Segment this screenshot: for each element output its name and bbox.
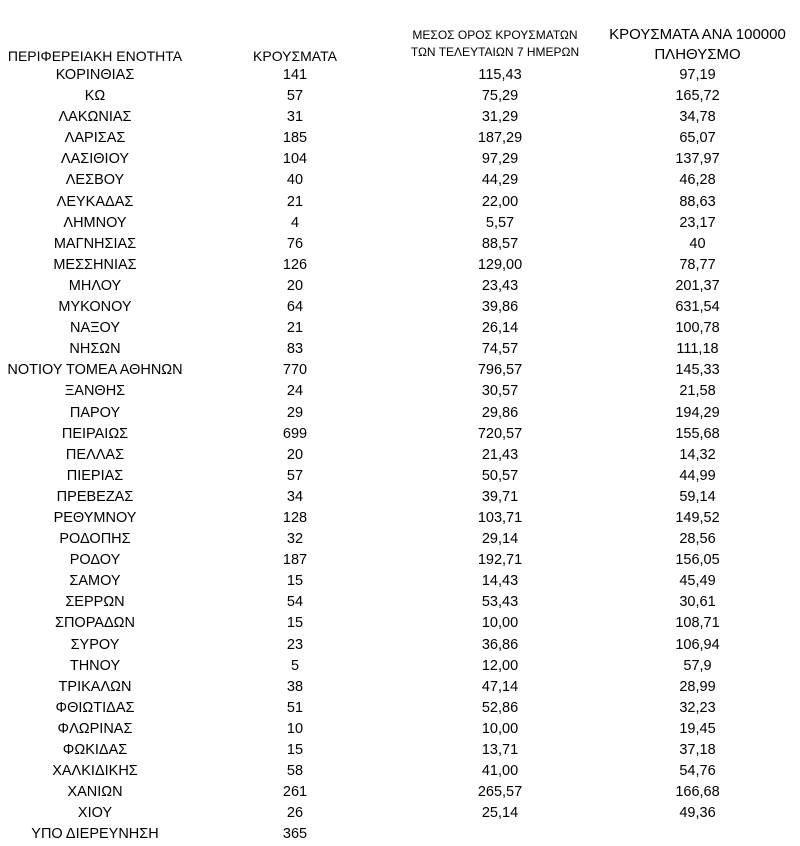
cell-avg7: 23,43 <box>481 277 519 294</box>
cell-cases: 51 <box>286 699 304 716</box>
table-row <box>0 297 800 318</box>
cell-region: ΝΟΤΙΟΥ ΤΟΜΕΑ ΑΘΗΝΩΝ <box>7 362 183 379</box>
cell-region: ΧΙΟΥ <box>77 805 113 822</box>
cell-avg7: 44,29 <box>481 172 519 189</box>
header-per100k-line2: ΠΛΗΘΥΣΜΟ <box>654 46 741 63</box>
cell-per100k: 106,94 <box>675 636 720 653</box>
cell-region: ΠΡΕΒΕΖΑΣ <box>56 488 134 505</box>
cell-avg7: 21,43 <box>481 446 519 463</box>
table-row <box>0 403 800 424</box>
cell-region: ΛΕΥΚΑΔΑΣ <box>56 193 134 210</box>
cell-cases: 64 <box>286 299 304 316</box>
cell-region: ΜΗΛΟΥ <box>68 277 122 294</box>
cell-cases: 57 <box>286 88 304 105</box>
cell-per100k: 30,61 <box>679 594 716 611</box>
table-row <box>0 255 800 276</box>
cell-avg7: 720,57 <box>477 425 523 442</box>
cell-region: ΚΩ <box>84 88 106 105</box>
cell-cases: 21 <box>286 320 304 337</box>
table-row <box>0 677 800 698</box>
cell-cases: 38 <box>286 678 304 695</box>
cell-per100k: 34,78 <box>679 109 716 126</box>
table-row <box>0 487 800 508</box>
cell-per100k: 57,9 <box>683 657 712 674</box>
cell-region: ΛΑΡΙΣΑΣ <box>64 130 126 147</box>
cell-avg7: 12,00 <box>481 657 519 674</box>
table-row <box>0 65 800 86</box>
cell-cases: 76 <box>286 235 304 252</box>
table-row <box>0 529 800 550</box>
cell-region: ΤΡΙΚΑΛΩΝ <box>58 678 132 695</box>
cell-per100k: 49,36 <box>679 805 716 822</box>
cell-avg7: 39,71 <box>481 488 519 505</box>
cell-avg7: 50,57 <box>481 467 519 484</box>
cell-cases: 15 <box>286 615 304 632</box>
cell-avg7: 74,57 <box>481 341 519 358</box>
cell-avg7: 36,86 <box>481 636 519 653</box>
table-row <box>0 613 800 634</box>
table-row <box>0 192 800 213</box>
cell-per100k: 88,63 <box>679 193 716 210</box>
cell-per100k: 59,14 <box>679 488 716 505</box>
cell-per100k: 37,18 <box>679 742 716 758</box>
cell-avg7: 26,14 <box>481 320 519 337</box>
cell-cases: 21 <box>286 193 304 210</box>
cell-region: ΜΑΓΝΗΣΙΑΣ <box>53 235 137 252</box>
cell-per100k: 155,68 <box>675 425 720 442</box>
cell-avg7: 29,14 <box>481 531 519 548</box>
cell-cases: 24 <box>286 383 304 400</box>
cell-avg7: 97,29 <box>481 151 519 168</box>
cell-region: ΠΕΛΛΑΣ <box>65 446 125 463</box>
table-row <box>0 740 800 761</box>
cell-cases: 128 <box>282 509 308 526</box>
cell-avg7: 53,43 <box>481 594 519 611</box>
cell-per100k: 54,76 <box>679 763 716 780</box>
table-row <box>0 550 800 571</box>
cell-avg7: 41,00 <box>481 763 519 780</box>
cell-region: ΠΕΙΡΑΙΩΣ <box>61 425 129 442</box>
cell-cases: 15 <box>286 742 304 758</box>
cell-cases: 34 <box>286 488 304 505</box>
cell-per100k: 65,07 <box>679 130 716 147</box>
cell-per100k: 149,52 <box>675 509 720 526</box>
cell-avg7: 103,71 <box>477 509 523 526</box>
header-region: ΠΕΡΙΦΕΡΕΙΑΚΗ ΕΝΟΤΗΤΑ <box>7 48 183 64</box>
header-avg7-line1: ΜΕΣΟΣ ΟΡΟΣ ΚΡΟΥΣΜΑΤΩΝ <box>412 28 578 42</box>
cell-avg7: 25,14 <box>481 805 519 822</box>
table-body <box>0 65 800 845</box>
cell-per100k: 194,29 <box>675 404 720 421</box>
cell-region: ΜΥΚΟΝΟΥ <box>58 299 132 316</box>
cell-cases: 126 <box>282 256 308 273</box>
cell-avg7: 192,71 <box>477 552 523 569</box>
cell-avg7: 75,29 <box>481 88 519 105</box>
cell-region: ΜΕΣΣΗΝΙΑΣ <box>53 256 137 273</box>
cell-region: ΛΗΜΝΟΥ <box>63 214 127 231</box>
table-row <box>0 508 800 529</box>
cell-per100k: 111,18 <box>676 341 719 358</box>
cell-region: ΥΠΟ ΔΙΕΡΕΥΝΗΣΗ <box>31 826 159 843</box>
header-avg7-line2: ΤΩΝ ΤΕΛΕΥΤΑΙΩΝ 7 ΗΜΕΡΩΝ <box>410 45 580 60</box>
cell-avg7: 30,57 <box>481 383 519 400</box>
cell-region: ΝΗΣΩΝ <box>69 341 121 358</box>
cell-avg7: 39,86 <box>481 299 519 316</box>
cell-region: ΡΕΘΥΜΝΟΥ <box>53 509 137 526</box>
cell-region: ΧΑΛΚΙΔΙΚΗΣ <box>52 763 138 780</box>
cell-avg7: 187,29 <box>477 130 523 147</box>
cell-cases: 770 <box>282 362 308 379</box>
cell-per100k: 40 <box>689 235 706 252</box>
cell-region: ΛΕΣΒΟΥ <box>65 172 125 189</box>
cell-per100k: 19,45 <box>679 720 716 737</box>
table-row <box>0 656 800 677</box>
cell-per100k: 28,99 <box>679 678 716 695</box>
cell-per100k: 201,37 <box>675 277 720 294</box>
cell-avg7: 88,57 <box>481 235 519 252</box>
cell-avg7: 129,00 <box>477 256 523 273</box>
cell-per100k: 14,32 <box>679 446 716 463</box>
cell-cases: 187 <box>282 552 308 569</box>
table-row <box>0 635 800 656</box>
table-row <box>0 170 800 191</box>
cell-per100k: 45,49 <box>679 573 716 590</box>
table-row <box>0 592 800 613</box>
table-row <box>0 698 800 719</box>
table-row <box>0 424 800 445</box>
table-row <box>0 782 800 803</box>
header-cases: ΚΡΟΥΣΜΑΤΑ <box>253 48 337 64</box>
cell-cases: 104 <box>282 151 308 168</box>
cell-region: ΛΑΣΙΘΙΟΥ <box>60 151 130 168</box>
cell-per100k: 166,68 <box>675 784 720 801</box>
cell-per100k: 21,58 <box>679 383 716 400</box>
cell-per100k: 28,56 <box>679 531 716 548</box>
cell-per100k: 137,97 <box>675 151 720 168</box>
cell-per100k: 108,71 <box>675 615 720 632</box>
cell-region: ΣΕΡΡΩΝ <box>65 594 125 611</box>
cell-per100k: 165,72 <box>675 88 720 105</box>
table-row <box>0 107 800 128</box>
cell-cases: 29 <box>286 404 304 421</box>
cell-avg7: 31,29 <box>481 109 519 126</box>
cell-per100k: 78,77 <box>679 256 716 273</box>
cell-cases: 32 <box>286 531 304 548</box>
cell-region: ΧΑΝΙΩΝ <box>67 784 123 801</box>
table-row <box>0 318 800 339</box>
table-row <box>0 276 800 297</box>
cell-region: ΦΘΙΩΤΙΔΑΣ <box>55 699 135 716</box>
cell-avg7: 47,14 <box>481 678 519 695</box>
cell-per100k: 46,28 <box>679 172 716 189</box>
cell-cases: 261 <box>282 784 308 801</box>
cell-avg7: 5,57 <box>485 214 515 231</box>
cell-per100k: 100,78 <box>675 320 720 337</box>
cell-region: ΣΠΟΡΑΔΩΝ <box>55 615 135 632</box>
cell-region: ΦΩΚΙΔΑΣ <box>62 742 128 758</box>
table-row <box>0 719 800 740</box>
table-row <box>0 149 800 170</box>
table-row <box>0 360 800 381</box>
table-row <box>0 234 800 255</box>
cell-per100k: 145,33 <box>675 362 720 379</box>
cell-avg7: 22,00 <box>481 193 519 210</box>
cell-avg7: 52,86 <box>481 699 519 716</box>
header-per100k <box>600 26 795 66</box>
cell-region: ΡΟΔΟΥ <box>69 552 121 569</box>
cell-per100k: 23,17 <box>679 214 716 231</box>
cell-region: ΣΑΜΟΥ <box>69 573 121 590</box>
table-row <box>0 803 800 824</box>
cell-cases: 20 <box>286 277 304 294</box>
cell-avg7: 796,57 <box>477 362 523 379</box>
cell-per100k: 32,23 <box>679 699 716 716</box>
cell-region: ΝΑΞΟΥ <box>69 320 121 337</box>
cell-region: ΠΙΕΡΙΑΣ <box>66 467 124 484</box>
cell-region: ΠΑΡΟΥ <box>69 404 121 421</box>
table-row <box>0 571 800 592</box>
cell-cases: 31 <box>286 109 304 126</box>
table-row <box>0 339 800 360</box>
cell-region: ΞΑΝΘΗΣ <box>64 383 126 400</box>
cell-per100k: 631,54 <box>675 299 720 316</box>
table-row <box>0 213 800 234</box>
cell-cases: 141 <box>282 67 308 83</box>
cell-avg7: 29,86 <box>481 404 519 421</box>
table-row <box>0 381 800 402</box>
table-row <box>0 466 800 487</box>
cell-cases: 83 <box>286 341 304 358</box>
cell-avg7: 14,43 <box>481 573 519 590</box>
cell-cases: 40 <box>286 172 304 189</box>
header-per100k-line1: ΚΡΟΥΣΜΑΤΑ ΑΝΑ 100000 <box>609 26 786 43</box>
table-row <box>0 824 800 845</box>
cell-avg7: 115,43 <box>478 67 522 83</box>
table-row <box>0 445 800 466</box>
table-row <box>0 761 800 782</box>
cell-avg7: 10,00 <box>481 615 519 632</box>
cell-cases: 699 <box>282 425 308 442</box>
header-avg7 <box>395 28 595 63</box>
cell-region: ΤΗΝΟΥ <box>69 657 121 674</box>
cell-avg7: 10,00 <box>481 720 519 737</box>
cell-region: ΣΥΡΟΥ <box>70 636 120 653</box>
cell-cases: 5 <box>290 657 300 674</box>
cell-region: ΦΛΩΡΙΝΑΣ <box>57 720 133 737</box>
cell-avg7: 265,57 <box>477 784 523 801</box>
cell-per100k: 97,19 <box>679 67 716 83</box>
cell-region: ΛΑΚΩΝΙΑΣ <box>58 109 132 126</box>
cell-cases: 365 <box>282 826 308 843</box>
cell-cases: 20 <box>286 446 304 463</box>
cell-cases: 57 <box>286 467 304 484</box>
cell-cases: 23 <box>286 636 304 653</box>
cell-per100k: 156,05 <box>675 552 720 569</box>
cell-cases: 54 <box>286 594 304 611</box>
table-row <box>0 128 800 149</box>
cell-region: ΚΟΡΙΝΘΙΑΣ <box>55 67 135 83</box>
cell-per100k: 44,99 <box>679 467 716 484</box>
cell-cases: 26 <box>286 805 304 822</box>
cell-cases: 4 <box>290 214 300 231</box>
cell-cases: 15 <box>286 573 304 590</box>
cell-cases: 58 <box>286 763 304 780</box>
cell-avg7: 13,71 <box>481 742 519 758</box>
cell-cases: 10 <box>286 720 304 737</box>
cell-region: ΡΟΔΟΠΗΣ <box>59 531 131 548</box>
cell-cases: 185 <box>282 130 308 147</box>
table-row <box>0 86 800 107</box>
